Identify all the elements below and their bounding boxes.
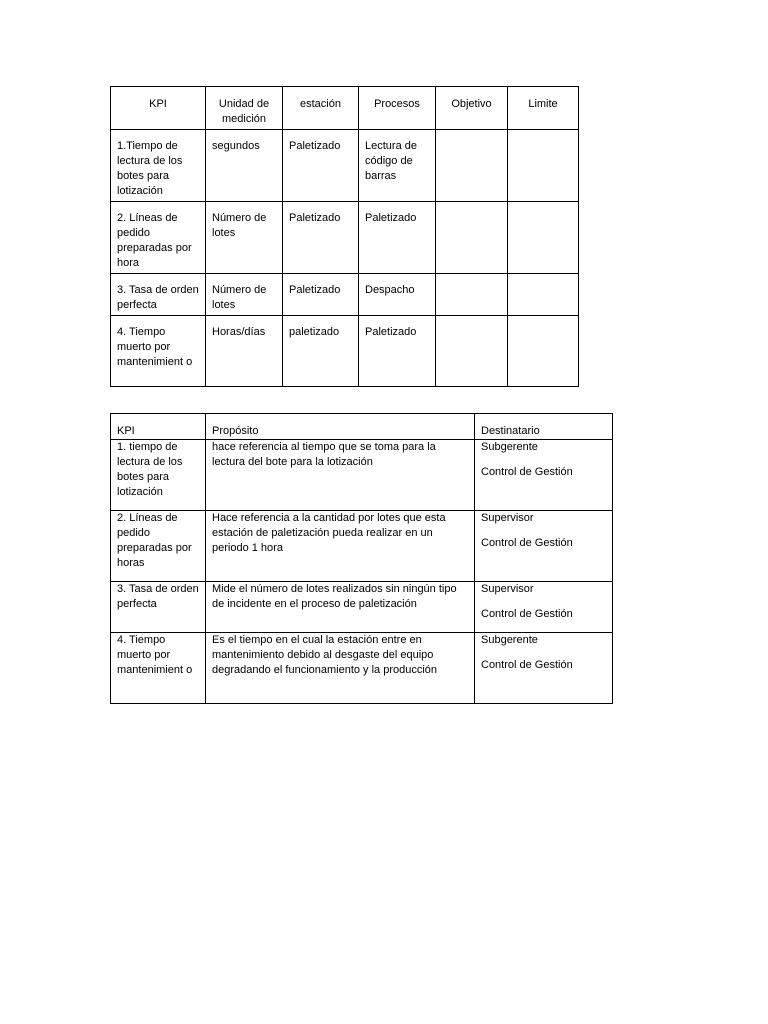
cell-limite bbox=[508, 130, 579, 202]
header-proposito: Propósito bbox=[206, 414, 475, 440]
cell-objetivo bbox=[436, 274, 508, 316]
cell-procesos: Lectura de código de barras bbox=[359, 130, 436, 202]
cell-destinatario bbox=[475, 582, 613, 633]
kpi-table bbox=[110, 86, 579, 387]
table-row bbox=[111, 511, 613, 582]
table-row bbox=[111, 582, 613, 633]
cell-destinatario bbox=[475, 633, 613, 704]
cell-objetivo bbox=[436, 130, 508, 202]
cell-procesos: Paletizado bbox=[359, 316, 436, 387]
cell-procesos: Paletizado bbox=[359, 202, 436, 274]
cell-proposito: Mide el número de lotes realizados sin ningún tipo de incidente en el proceso de paletización bbox=[206, 582, 475, 633]
cell-destinatario bbox=[475, 511, 613, 582]
cell-proposito: Es el tiempo en el cual la estación entre en mantenimiento debido al desgaste del equipo degradando el funcionamiento y la producción bbox=[206, 633, 475, 704]
header-kpi: KPI bbox=[111, 87, 206, 130]
cell-unidad: Horas/días bbox=[206, 316, 283, 387]
cell-unidad: segundos bbox=[206, 130, 283, 202]
cell-kpi: 1. tiempo de lectura de los botes para lotización bbox=[111, 440, 206, 511]
header-limite: Limite bbox=[508, 87, 579, 130]
cell-kpi: 3. Tasa de orden perfecta bbox=[111, 582, 206, 633]
header-destinatario: Destinatario bbox=[475, 414, 613, 440]
cell-kpi: 2. Líneas de pedido preparadas por hora bbox=[111, 202, 206, 274]
cell-unidad: Número de lotes bbox=[206, 274, 283, 316]
destinatario-secondary: Control de Gestión bbox=[481, 659, 573, 671]
destinatario-primary: Subgerente bbox=[481, 441, 538, 453]
header-procesos: Procesos bbox=[359, 87, 436, 130]
header-unidad: Unidad de medición bbox=[206, 87, 283, 130]
cell-estacion: Paletizado bbox=[283, 130, 359, 202]
table-row bbox=[111, 440, 613, 511]
destinatario-primary: Supervisor bbox=[481, 512, 534, 524]
table-row bbox=[111, 274, 579, 316]
kpi-table-header-row bbox=[111, 87, 579, 130]
purpose-table-header-row bbox=[111, 414, 613, 440]
header-estacion: estación bbox=[283, 87, 359, 130]
cell-objetivo bbox=[436, 316, 508, 387]
header-objetivo: Objetivo bbox=[436, 87, 508, 130]
table-row bbox=[111, 316, 579, 387]
cell-limite bbox=[508, 316, 579, 387]
destinatario-secondary: Control de Gestión bbox=[481, 466, 573, 478]
table-row bbox=[111, 633, 613, 704]
cell-kpi: 4. Tiempo muerto por mantenimient o bbox=[111, 633, 206, 704]
cell-kpi: 2. Líneas de pedido preparadas por horas bbox=[111, 511, 206, 582]
destinatario-primary: Supervisor bbox=[481, 583, 534, 595]
destinatario-secondary: Control de Gestión bbox=[481, 537, 573, 549]
cell-proposito: hace referencia al tiempo que se toma para la lectura del bote para la lotización bbox=[206, 440, 475, 511]
table-row bbox=[111, 202, 579, 274]
cell-kpi: 3. Tasa de orden perfecta bbox=[111, 274, 206, 316]
table-row bbox=[111, 130, 579, 202]
cell-limite bbox=[508, 202, 579, 274]
cell-kpi: 4. Tiempo muerto por mantenimient o bbox=[111, 316, 206, 387]
header-kpi: KPI bbox=[111, 414, 206, 440]
cell-unidad: Número de lotes bbox=[206, 202, 283, 274]
cell-limite bbox=[508, 274, 579, 316]
cell-estacion: Paletizado bbox=[283, 202, 359, 274]
cell-objetivo bbox=[436, 202, 508, 274]
cell-estacion: paletizado bbox=[283, 316, 359, 387]
purpose-table bbox=[110, 413, 613, 704]
cell-procesos: Despacho bbox=[359, 274, 436, 316]
cell-proposito: Hace referencia a la cantidad por lotes que esta estación de paletización pueda realizar en un periodo 1 hora bbox=[206, 511, 475, 582]
destinatario-primary: Subgerente bbox=[481, 634, 538, 646]
cell-estacion: Paletizado bbox=[283, 274, 359, 316]
cell-destinatario bbox=[475, 440, 613, 511]
cell-kpi: 1.Tiempo de lectura de los botes para lotización bbox=[111, 130, 206, 202]
destinatario-secondary: Control de Gestión bbox=[481, 608, 573, 620]
